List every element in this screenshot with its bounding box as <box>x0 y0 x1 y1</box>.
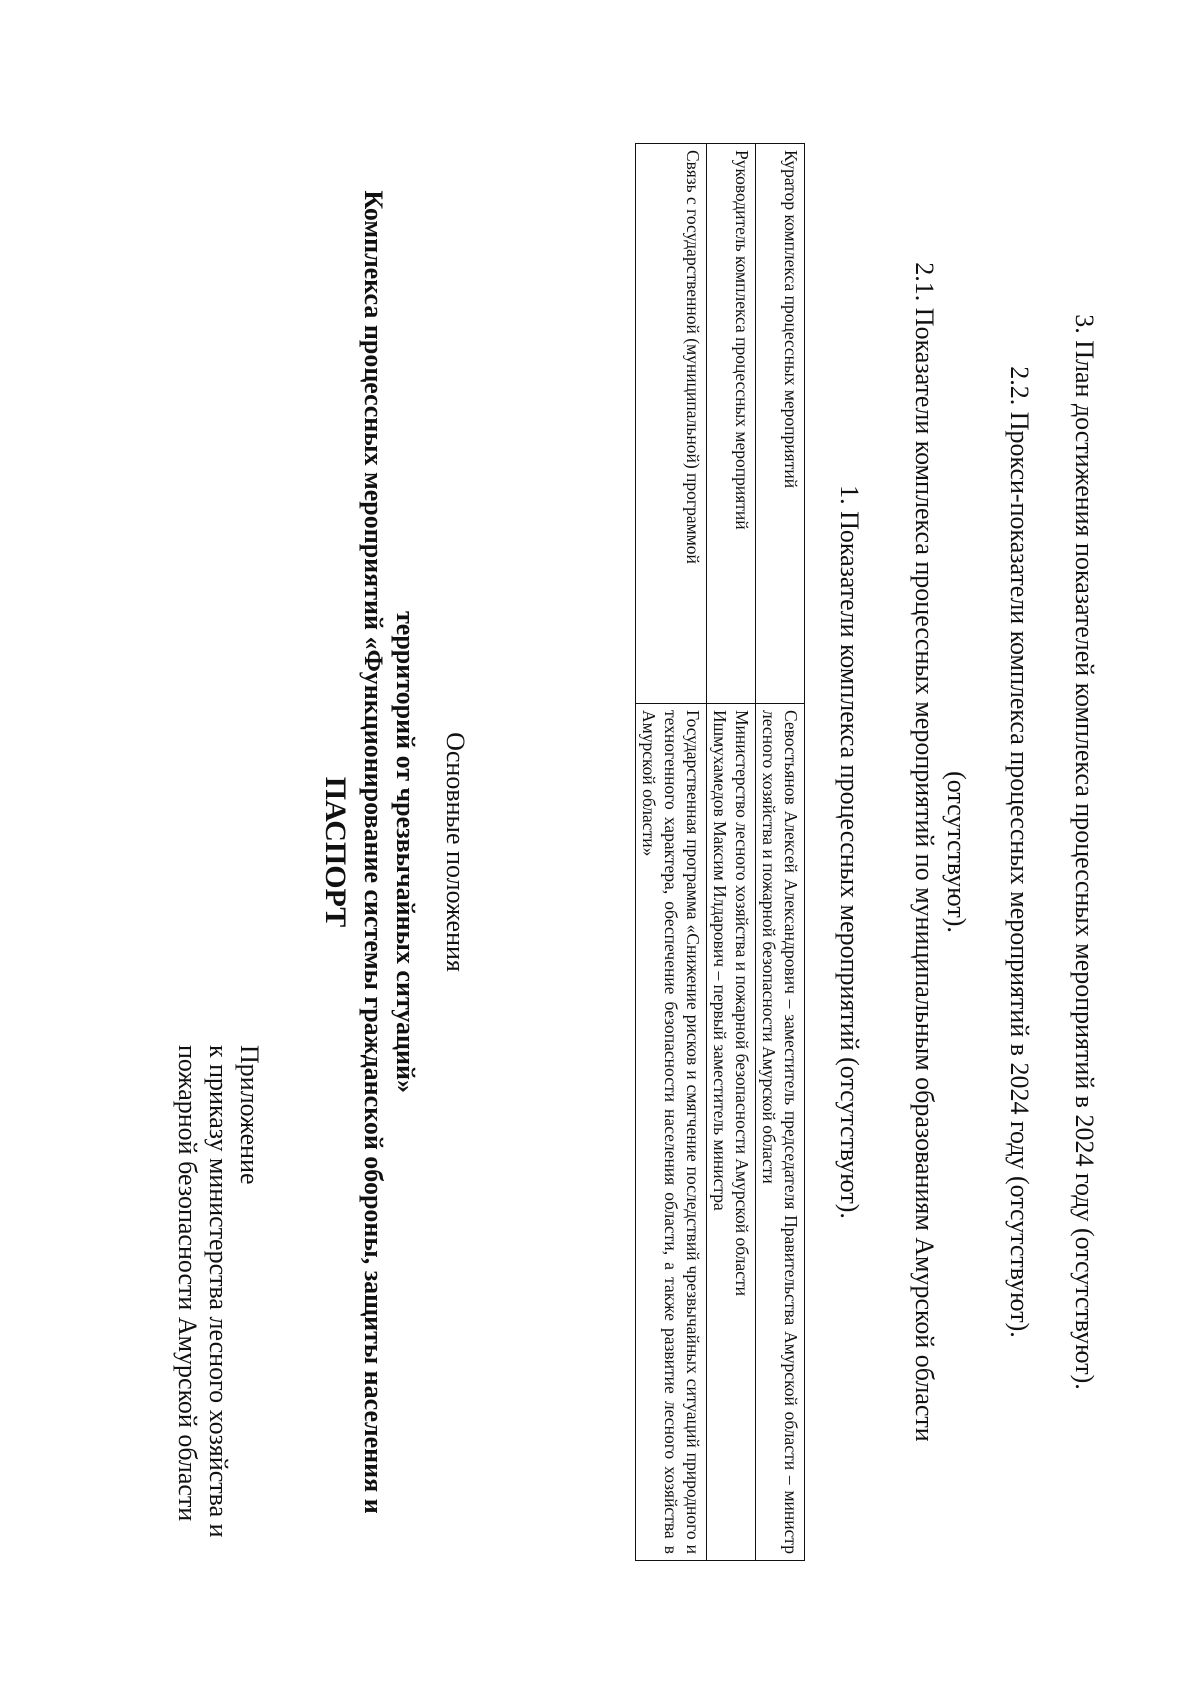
section-heading: (отсутствуют). <box>942 771 971 933</box>
table-cell-value: Государственная программа «Снижение рисков и смягчение последствий чрезвычайных ситуаций природного и техногенного характера, обеспечение безопасности населения области, а также развитие лесного хозяйства в Амурской области» <box>636 704 707 1561</box>
section-heading: 2.1. Показатели комплекса процессных мероприятий по муниципальным образованиям Амурской области <box>910 262 939 1442</box>
section-heading: 3. План достижения показателей комплекса процессных мероприятий в 2024 году (отсутствуют). <box>1070 314 1099 1390</box>
table-cell-label: Куратор комплекса процессных мероприятий <box>756 144 805 704</box>
passport-table <box>635 143 805 1561</box>
page-subtitle: Комплекса процессных мероприятий «Функционирование системы гражданской обороны, защиты населения и <box>359 190 388 1514</box>
table-row <box>707 144 756 1561</box>
table-cell-value: Севостьянов Алексей Александрович – заместитель председателя Правительства Амурской области – министр лесного хозяйства и пожарной безопасности Амурской области <box>756 704 805 1561</box>
appendix-line: пожарной безопасности Амурской области <box>173 1045 202 1522</box>
table-row <box>636 144 707 1561</box>
appendix-line: Приложение <box>235 1045 264 1185</box>
table-cell-label: Связь с государственной (муниципальной) программой <box>636 144 707 704</box>
table-cell-value <box>707 704 756 1561</box>
table-cell-label: Руководитель комплекса процессных мероприятий <box>707 144 756 704</box>
page-subtitle: территорий от чрезвычайных ситуаций» <box>391 611 420 1093</box>
appendix-block <box>172 1045 265 1538</box>
table-row <box>756 144 805 1561</box>
table-cell-text: Ишмухамедов Максим Илдарович – первый заместитель министра <box>710 710 730 1211</box>
appendix-line: к приказу министерства лесного хозяйства и <box>204 1045 233 1538</box>
table-cell-text: Министерство лесного хозяйства и пожарной безопасности Амурской области <box>732 710 752 1296</box>
section-heading: 1. Показатели комплекса процессных мероприятий (отсутствуют). <box>835 485 864 1219</box>
page-title: ПАСПОРТ <box>319 776 352 928</box>
section-heading: 2.2. Прокси-показатели комплекса процессных мероприятий в 2024 году (отсутствуют). <box>1005 366 1034 1338</box>
section-caption: Основные положения <box>441 732 470 972</box>
